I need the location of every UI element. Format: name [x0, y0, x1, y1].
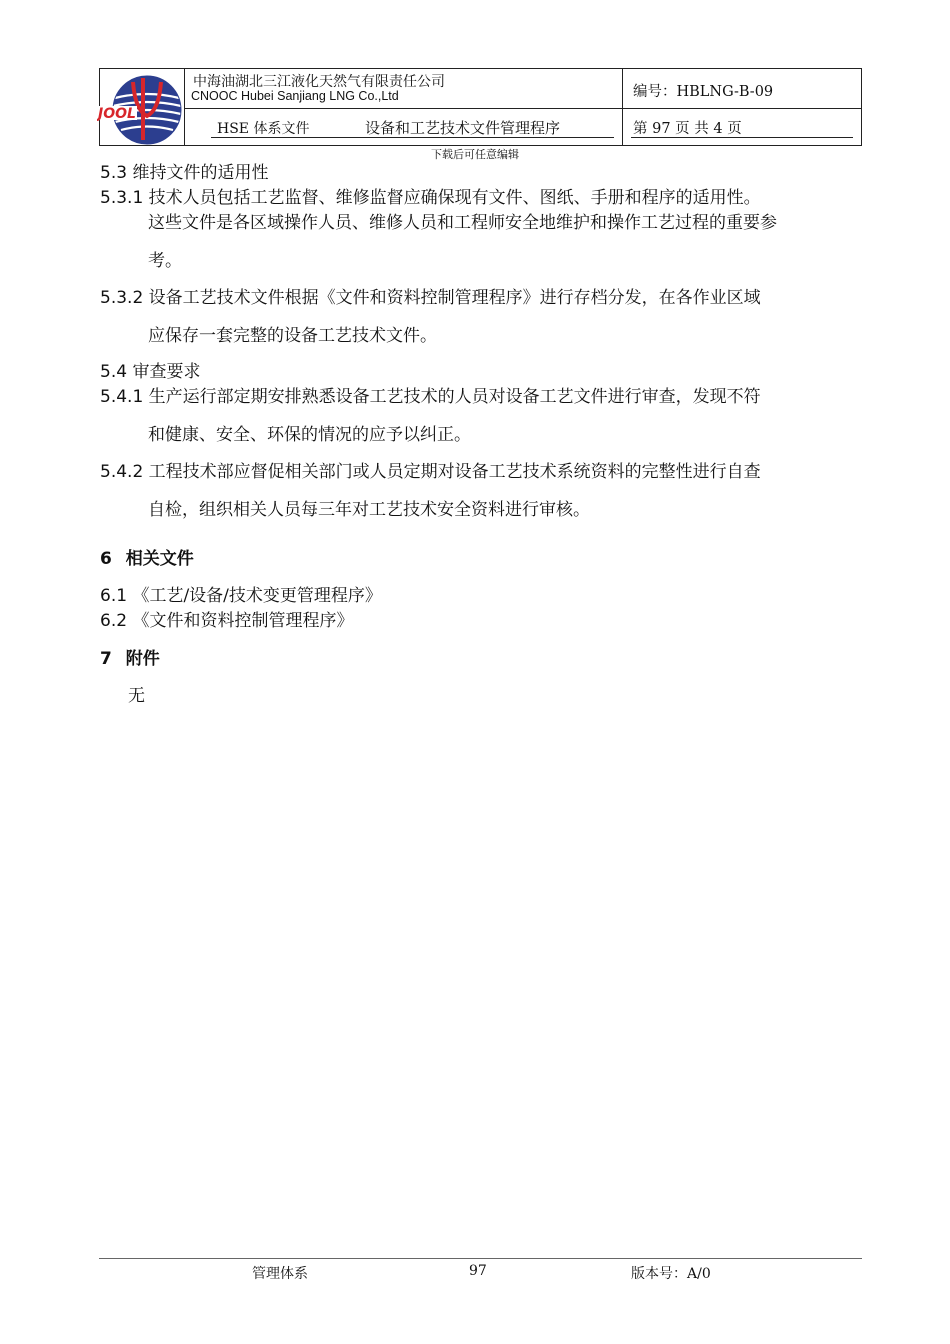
section-5-3-2-line2: 应保存一套完整的设备工艺技术文件。	[148, 326, 437, 346]
document-type: HSE 体系文件	[217, 121, 310, 137]
section-title: 审查要求	[132, 362, 201, 382]
section-7-body: 无	[128, 686, 145, 706]
title-underline	[211, 137, 614, 138]
download-note: 下载后可任意编辑	[431, 148, 519, 161]
document-code-cell	[623, 69, 861, 109]
section-number: 6.2	[100, 611, 128, 631]
section-5-4-2-line1	[100, 464, 761, 481]
company-name-cell	[185, 69, 623, 109]
section-5-3-heading	[100, 165, 268, 182]
section-number: 5.3.2	[100, 288, 144, 308]
footer-page-number: 97	[469, 1263, 487, 1279]
company-name-en: CNOOC Hubei Sanjiang LNG Co.,Ltd	[191, 89, 399, 103]
paragraph-text: 技术人员包括工艺监督、维修监督应确保现有文件、图纸、手册和程序的适用性。	[148, 188, 761, 208]
document-header	[99, 68, 862, 146]
section-5-3-1-line3: 考。	[148, 251, 182, 271]
page-info-cell	[623, 109, 861, 145]
document-title: 设备和工艺技术文件管理程序	[365, 119, 561, 137]
section-number: 5.3	[100, 163, 128, 183]
section-number: 5.4.2	[100, 462, 144, 482]
section-6-1	[100, 588, 382, 605]
section-title: 附件	[125, 649, 160, 669]
document-info-cell	[185, 109, 623, 145]
section-5-4-1-line2: 和健康、安全、环保的情况的应予以纠正。	[148, 425, 471, 445]
section-number: 6	[100, 549, 112, 569]
paragraph-text: 工程技术部应督促相关部门或人员定期对设备工艺技术系统资料的完整性进行自查	[148, 462, 761, 482]
section-5-3-1-line1	[100, 190, 761, 207]
section-number: 5.3.1	[100, 188, 144, 208]
paragraph-text: 生产运行部定期安排熟悉设备工艺技术的人员对设备工艺文件进行审查，发现不符	[148, 387, 761, 407]
cnooc-logo-icon	[97, 70, 187, 146]
footer-system-label: 管理体系	[252, 1266, 308, 1282]
section-5-4-2-line2: 自检，组织相关人员每三年对工艺技术安全资料进行审核。	[148, 500, 590, 520]
document-code: 编号：HBLNG-B-09	[633, 84, 774, 100]
footer-rule	[99, 1258, 862, 1259]
section-6-2	[100, 613, 353, 630]
section-title: 相关文件	[125, 549, 194, 569]
section-number: 7	[100, 649, 112, 669]
section-number: 5.4	[100, 362, 128, 382]
referenced-document: 《工艺/设备/技术变更管理程序》	[132, 586, 382, 606]
svg-text:JOOL: JOOL	[98, 106, 136, 122]
section-7-heading	[100, 651, 160, 668]
page-info: 第 97 页 共 4 页	[633, 121, 742, 137]
section-5-3-2-line1	[100, 290, 761, 307]
company-name-cn: 中海油湖北三江液化天然气有限责任公司	[193, 74, 445, 90]
paragraph-text: 设备工艺技术文件根据《文件和资料控制管理程序》进行存档分发，在各作业区域	[148, 288, 761, 308]
section-title: 维持文件的适用性	[132, 163, 269, 183]
referenced-document: 《文件和资料控制管理程序》	[132, 611, 354, 631]
section-5-3-1-line2: 这些文件是各区域操作人员、维修人员和工程师安全地维护和操作工艺过程的重要参	[148, 213, 777, 233]
footer-version: 版本号：A/0	[631, 1266, 711, 1282]
page-underline	[631, 137, 853, 138]
section-5-4-1-line1	[100, 389, 761, 406]
section-6-heading	[100, 551, 194, 568]
section-number: 5.4.1	[100, 387, 144, 407]
logo-cell	[100, 69, 185, 145]
section-number: 6.1	[100, 586, 128, 606]
section-5-4-heading	[100, 364, 200, 381]
